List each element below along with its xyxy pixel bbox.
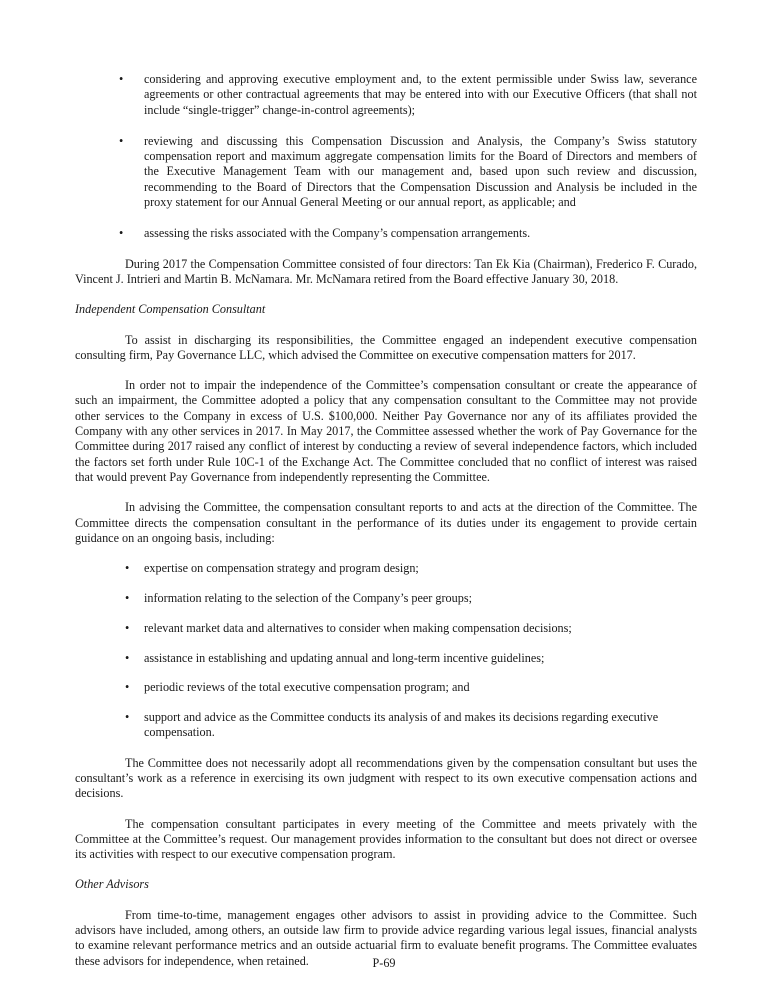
bullet-icon: • [119,226,124,241]
bullet-icon: • [125,680,130,695]
bullet-text: expertise on compensation strategy and program design; [144,561,419,576]
bullet-text: considering and approving executive employment and, to the extent permissible under Swiss law, severance agreements or other contractual agreements that may be entered into with our Executive Officers (that shall not include “single-trigger” change-in-control agreements); [144,72,697,117]
meetings-paragraph: The compensation consultant participates in every meeting of the Committee and meets privately with the Committee at the Committee’s request. Our management provides information to the consultant but does not direct or oversee its activities with respect to our executive compensation program. [75,816,697,862]
bullet-icon: • [125,650,130,665]
consultant-engagement-paragraph: To assist in discharging its responsibilities, the Committee engaged an independent executive compensation consulting firm, Pay Governance LLC, which advised the Committee on executive compensation matters for 2017. [75,332,697,362]
guidance-bullet [75,561,697,576]
bullet-icon: • [125,710,130,725]
guidance-bullet [75,621,697,636]
consultant-independence-paragraph: In order not to impair the independence of the Committee’s compensation consultant or create the appearance of such an impairment, the Committee adopted a policy that any compensation consultant to the Committee may not provide other services to the Company in excess of U.S. $100,000. Neither Pay Governance nor any of its affiliates provided the Company with any other services in 2017. In May 2017, the Committee assessed whether the work of Pay Governance for the Committee during 2017 raised any conflict of interest by conducting a review of several independence factors, which included the factors set forth under Rule 10C-1 of the Exchange Act. The Committee concluded that no conflict of interest was raised that would prevent Pay Governance from independently representing the Committee. [75,378,697,484]
bullet-text: periodic reviews of the total executive compensation program; and [144,680,470,695]
guidance-bullet [75,710,697,741]
bullet-text: reviewing and discussing this Compensation Discussion and Analysis, the Company’s Swiss statutory compensation report and maximum aggregate compensation limits for the Board of Directors and members of the Executive Management Team with our management and, based upon such review and discussion, recommending to the Board of Directors that the Compensation Discussion and Analysis be included in the proxy statement for our Annual General Meeting or our annual report, as applicable; and [144,133,697,210]
responsibility-bullet [75,72,697,118]
responsibility-bullet [75,226,697,241]
bullet-text: relevant market data and alternatives to consider when making compensation decisions; [144,620,572,635]
committee-members-paragraph: During 2017 the Compensation Committee consisted of four directors: Tan Ek Kia (Chairman), Frederico F. Curado, Vincent J. Intrieri and Martin B. McNamara. Mr. McNamara retired from the Board effective January 30, 2018. [75,256,697,286]
bullet-icon: • [125,620,130,635]
document-page [75,72,697,984]
section-heading-other-advisors: Other Advisors [75,877,149,892]
guidance-bullet [75,591,697,606]
bullet-icon: • [119,72,124,86]
bullet-icon: • [125,590,130,605]
bullet-text: support and advice as the Committee conducts its analysis of and makes its decisions regarding executive compensation. [144,710,659,740]
bullet-text: assistance in establishing and updating annual and long-term incentive guidelines; [144,650,545,665]
other-advisors-paragraph: From time-to-time, management engages other advisors to assist in providing advice to the Committee. Such advisors have included, among others, an outside law firm to provide advice regarding various legal issues, financial analysts to examine relevant performance metrics and an outside actuarial firm to evaluate benefit programs. The Committee evaluates these advisors for independence, when retained. [75,907,697,968]
section-heading-independent-consultant: Independent Compensation Consultant [75,302,266,317]
consultant-guidance-paragraph: In advising the Committee, the compensation consultant reports to and acts at the direction of the Committee. The Committee directs the compensation consultant in the performance of its duties under its engagement to provide certain guidance on an ongoing basis, including: [75,500,697,545]
bullet-icon: • [119,133,124,148]
guidance-bullet [75,651,697,666]
responsibility-bullet [75,134,697,210]
page-number: P-69 [372,956,396,970]
recommendations-paragraph: The Committee does not necessarily adopt all recommendations given by the compensation consultant but uses the consultant’s work as a reference in exercising its own judgment with respect to its own executive compensation actions and decisions. [75,755,697,801]
bullet-icon: • [125,561,130,576]
bullet-text: information relating to the selection of the Company’s peer groups; [144,590,472,605]
guidance-bullet [75,680,697,695]
bullet-text: assessing the risks associated with the Company’s compensation arrangements. [144,226,531,241]
